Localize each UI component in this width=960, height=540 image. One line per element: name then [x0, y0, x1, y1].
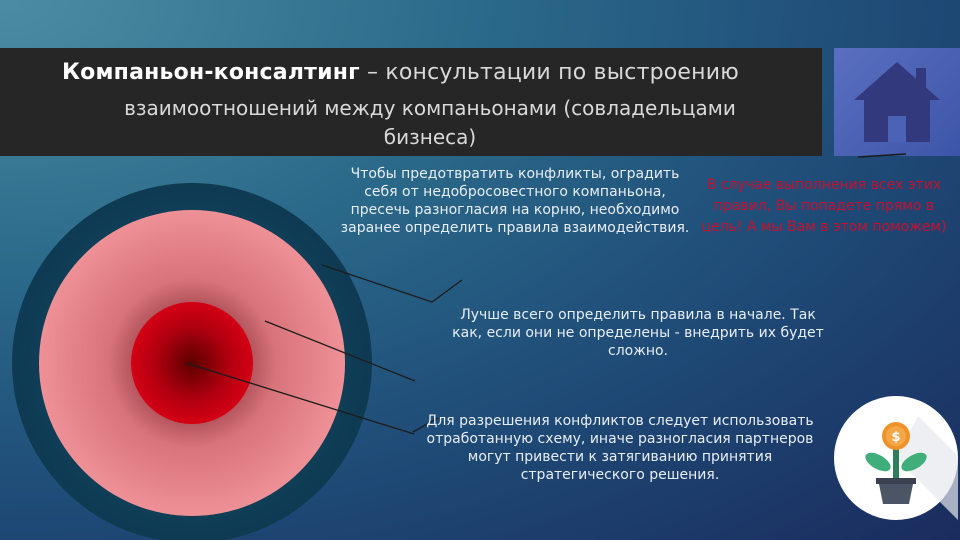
title-rest: – консультации по выстроению — [359, 60, 739, 85]
title-company: Компаньон-консалтинг — [62, 60, 360, 85]
plant-icon-circle — [834, 396, 958, 520]
text-block-prevent-conflicts: Чтобы предотвратить конфликты, оградить себя от недобросовестного компаньона, пресечь разногласия на корню, необходимо заранее определить правила взаимодействия. — [340, 166, 690, 236]
text-block-define-rules: Лучше всего определить правила в начале. Так как, если они не определены - внедрить их будет сложно. — [452, 307, 824, 359]
inner-ring — [131, 302, 253, 424]
money-plant-icon — [834, 396, 958, 520]
text-block-resolve-conflicts: Для разрешения конфликтов следует использовать отработанную схему, иначе разногласия партнеров могут привести к затягиванию принятия стратегического решения. — [426, 413, 814, 483]
slide-subtitle: взаимоотношений между компаньонами (совладельцами бизнеса) — [124, 96, 736, 149]
svg-text:$: $ — [891, 430, 901, 445]
text-block-hit-target: В случае выполнения всех этих правил, Вы попадете прямо в цель! А мы Вам в этом поможем) — [701, 177, 947, 235]
